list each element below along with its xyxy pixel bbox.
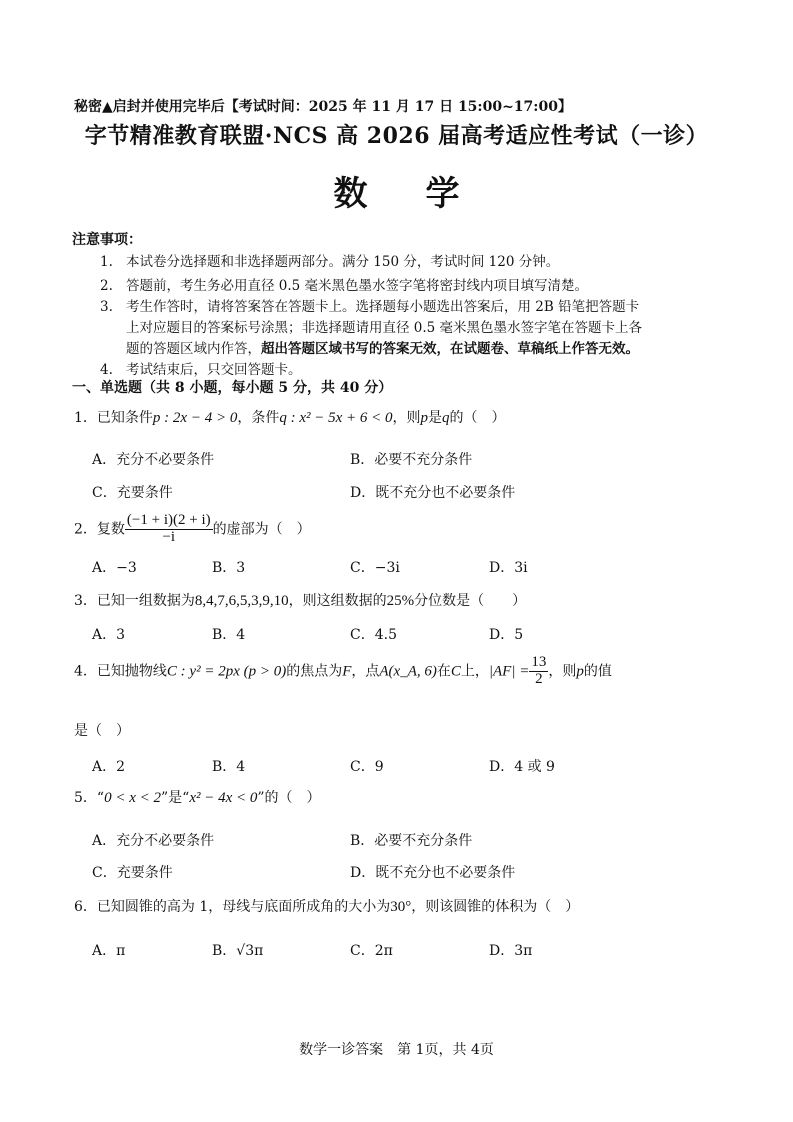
q5-option-a: A．充分不必要条件 bbox=[92, 833, 215, 849]
q2-option-c: C．−3i bbox=[350, 560, 400, 576]
q4-option-d: D．4 或 9 bbox=[489, 759, 555, 775]
notice-item-3: 3. 考生作答时，请将答案答在答题卡上。选择题每小题选出答案后，用 2B 铅笔把答题卡 bbox=[100, 299, 640, 315]
q3-option-d: D．5 bbox=[489, 627, 524, 643]
page-footer: 数学一诊答案 第 1页，共 4页 bbox=[299, 1042, 494, 1058]
q1-option-a: A．充分不必要条件 bbox=[92, 452, 215, 468]
question-5: 5．“0 < x < 2”是“x² − 4x < 0”的（ ） bbox=[74, 790, 321, 806]
q1-option-c: C．充要条件 bbox=[92, 485, 173, 501]
q2-option-b: B．3 bbox=[212, 560, 246, 576]
q3-option-b: B．4 bbox=[212, 627, 246, 643]
q4-option-c: C．9 bbox=[350, 759, 384, 775]
q6-option-d: D．3π bbox=[489, 943, 533, 959]
q5-option-c: C．充要条件 bbox=[92, 865, 173, 881]
point-a: A(x_A, 6) bbox=[379, 663, 437, 680]
q5-option-d: D．既不充分也不必要条件 bbox=[350, 865, 516, 881]
q1-option-d: D．既不充分也不必要条件 bbox=[350, 485, 516, 501]
notice-heading: 注意事项： bbox=[72, 232, 142, 248]
af-fraction: $\frac{13}{2}$ bbox=[531, 654, 547, 687]
q2-option-d: D．3i bbox=[489, 560, 528, 576]
subject-title: 数学 bbox=[333, 174, 518, 214]
exam-title: 字节精准教育联盟·NCS 高 2026 届高考适应性考试（一诊） bbox=[84, 123, 709, 149]
q4-option-b: B．4 bbox=[212, 759, 246, 775]
q5-option-b: B．必要不充分条件 bbox=[350, 833, 473, 849]
question-2: 2．复数 $\frac{(-1 + i)(2 + i)}{-i}$ 的虚部为（ ） bbox=[74, 512, 311, 545]
notice-item-3-line2: 上对应题目的答案标号涂黑；非选择题请用直径 0.5 毫米黑色墨水签字笔在答题卡上各 bbox=[126, 320, 643, 336]
condition-q: q : x² − 5x + 6 < 0 bbox=[279, 410, 393, 426]
q3-option-a: A．3 bbox=[92, 627, 126, 643]
notice-item-2: 2. 答题前，考生务必用直径 0.5 毫米黑色墨水签字笔将密封线内项目填写清楚。 bbox=[100, 278, 589, 294]
q6-option-c: C．2π bbox=[350, 943, 393, 959]
question-4: 4．已知抛物线C : y² = 2px (p > 0)的焦点为F，点A(x_A, 6)在C上，|AF| = $\frac{13}{2}$ ，则p的值 bbox=[74, 654, 612, 687]
q3-option-c: C．4.5 bbox=[350, 627, 397, 643]
question-6: 6．已知圆锥的高为 1，母线与底面所成角的大小为30°，则该圆锥的体积为（ ） bbox=[74, 899, 580, 915]
q6-option-a: A．π bbox=[92, 943, 126, 959]
section-heading: 一、单选题（共 8 小题，每小题 5 分，共 40 分） bbox=[72, 380, 393, 396]
notice-warning: 超出答题区域书写的答案无效，在试题卷、草稿纸上作答无效。 bbox=[261, 341, 639, 357]
condition-p: p : 2x − 4 > 0 bbox=[152, 410, 238, 426]
complex-fraction: $\frac{(-1 + i)(2 + i)}{-i}$ bbox=[126, 512, 211, 545]
q1-option-b: B．必要不充分条件 bbox=[350, 452, 473, 468]
parabola-equation: C : y² = 2px (p > 0) bbox=[166, 663, 287, 680]
q4-option-a: A．2 bbox=[92, 759, 126, 775]
q6-option-b: B．√3π bbox=[212, 943, 264, 959]
confidential-notice: 秘密▲启封并使用完毕后【考试时间：2025 年 11 月 17 日 15:00~17:00】 bbox=[74, 99, 572, 115]
question-1: 1．已知条件p : 2x − 4 > 0，条件q : x² − 5x + 6 < 0，则p是q的（ ） bbox=[74, 410, 506, 426]
notice-item-4: 4. 考试结束后，只交回答题卡。 bbox=[100, 362, 302, 378]
data-set: 8,4,7,6,5,3,9,10 bbox=[194, 593, 289, 609]
q2-option-a: A．−3 bbox=[92, 560, 137, 576]
notice-item-1: 1. 本试卷分选择题和非选择题两部分。满分 150 分，考试时间 120 分钟。 bbox=[100, 254, 560, 270]
question-3: 3．已知一组数据为8,4,7,6,5,3,9,10，则这组数据的25%分位数是（ ） bbox=[74, 593, 527, 609]
question-4-continued: 是（ ） bbox=[74, 723, 130, 739]
notice-item-3-line3: 题的答题区域内作答，超出答题区域书写的答案无效，在试题卷、草稿纸上作答无效。 bbox=[126, 341, 639, 357]
